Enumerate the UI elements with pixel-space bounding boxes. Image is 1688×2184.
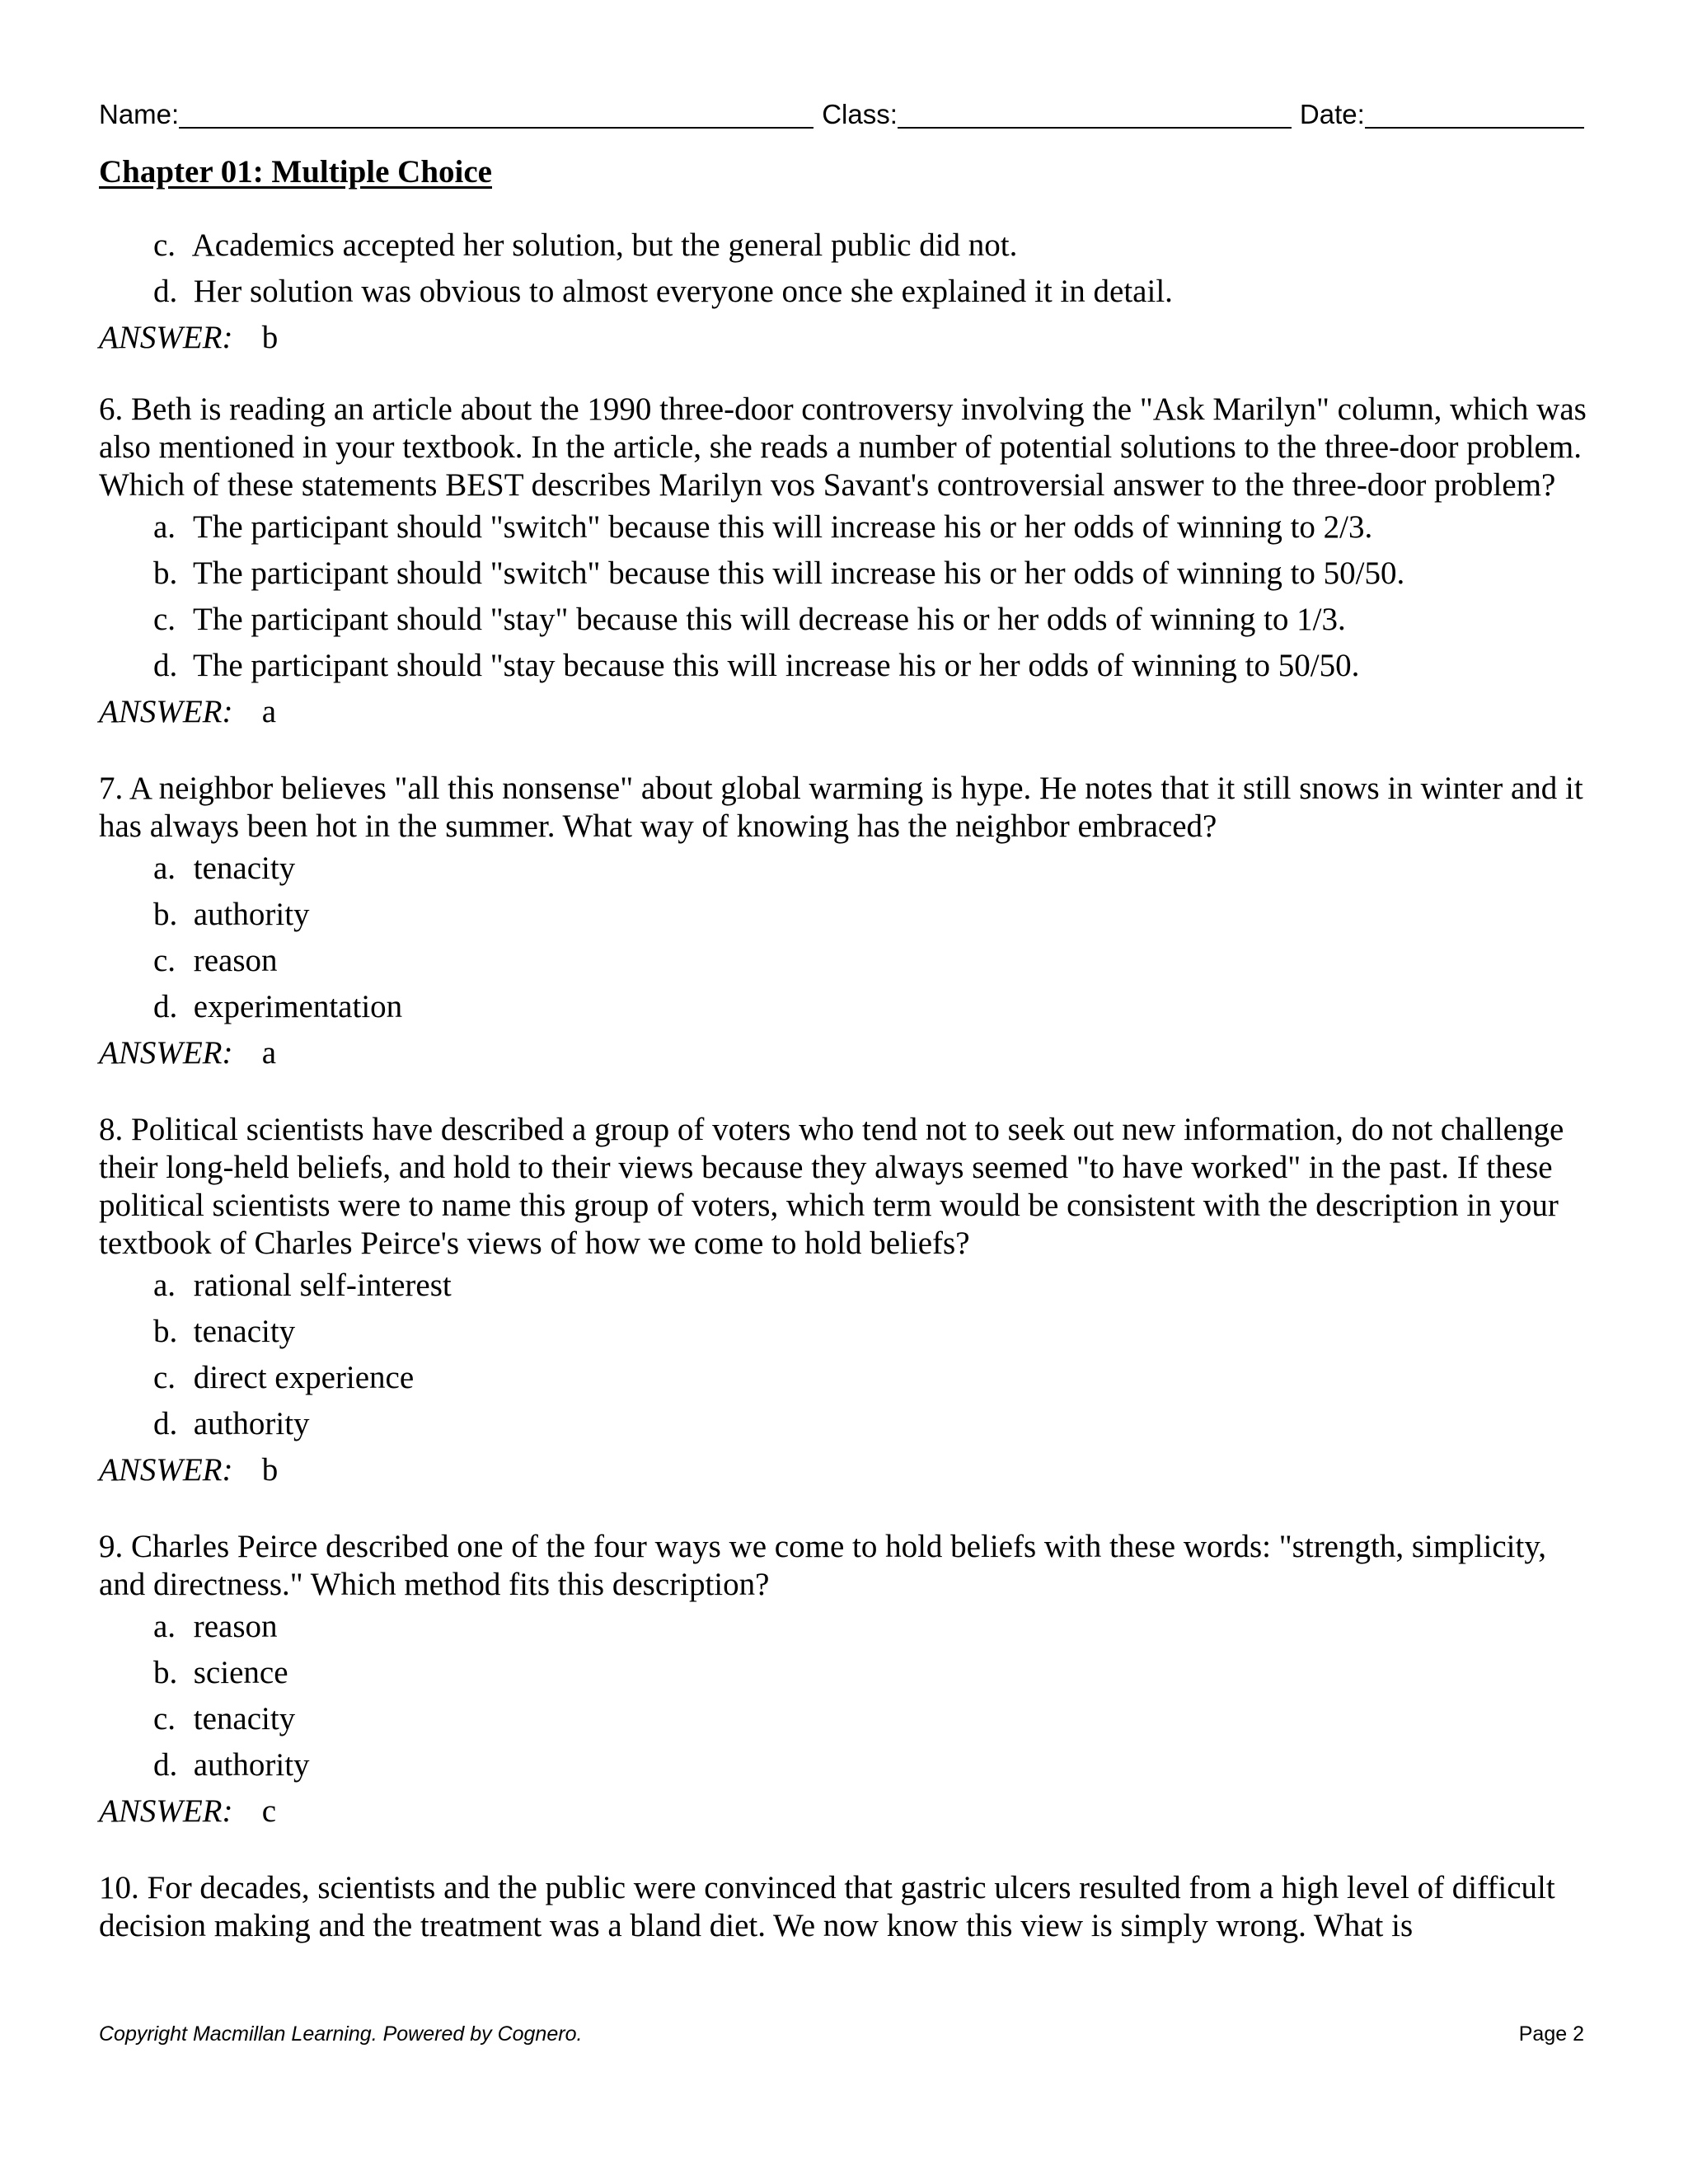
answer-choice — [153, 892, 1591, 938]
answer-label: ANSWER: — [99, 694, 233, 729]
choice-text: rational self-interest — [193, 1268, 452, 1303]
date-label: Date: — [1299, 99, 1365, 129]
choice-letter: d. — [153, 989, 178, 1024]
choice-letter: a. — [153, 851, 176, 886]
answer-value: c — [261, 1793, 277, 1829]
answer-choice — [153, 1604, 1591, 1650]
question-item — [99, 1111, 1591, 1498]
answer-label: ANSWER: — [99, 1452, 233, 1488]
choice-letter: b. — [153, 1655, 178, 1690]
choice-text: tenacity — [193, 1314, 296, 1349]
continued-question — [99, 223, 1591, 361]
choice-letter: d. — [153, 648, 178, 683]
class-blank-line — [898, 97, 1292, 129]
answer-choice — [153, 1742, 1591, 1788]
choice-text: The participant should "stay because this will increase his or her odds of winning to 50/50. — [193, 648, 1360, 683]
question-item — [99, 770, 1591, 1081]
answer-choice — [153, 938, 1591, 984]
page-footer — [99, 2022, 1584, 2046]
answer-choice — [153, 1309, 1591, 1355]
choice-letter: d. — [153, 274, 178, 309]
answer-key — [99, 1030, 1591, 1076]
question-text: 8. Political scientists have described a group of voters who tend not to seek out new information, do not challenge their long-held beliefs, and hold to their views because they always seemed "to have worked" in the past. If these political scientists were to name this group of voters, which term would be consistent with the description in your textbook of Charles Peirce's views of how we come to hold beliefs? — [99, 1112, 1564, 1261]
choice-text: reason — [193, 943, 278, 978]
question-item — [99, 1869, 1591, 1950]
copyright-text: Copyright Macmillan Learning. Powered by Cognero. — [99, 2022, 583, 2046]
choice-letter: c. — [153, 943, 176, 978]
answer-choice — [153, 1401, 1591, 1447]
answer-key — [99, 315, 1591, 361]
student-info-header — [99, 97, 1584, 130]
choice-letter: d. — [153, 1406, 178, 1441]
choice-letter: c. — [153, 227, 176, 263]
answer-value: b — [261, 320, 279, 355]
choice-text: The participant should "switch" because this will increase his or her odds of winning to 50/50. — [193, 555, 1405, 591]
answer-key — [99, 689, 1591, 735]
choice-text: science — [193, 1655, 288, 1690]
answer-choice — [153, 551, 1591, 597]
question-item — [99, 1528, 1591, 1840]
date-blank-line — [1365, 97, 1584, 129]
answer-choice — [153, 1650, 1591, 1696]
choice-text: Her solution was obvious to almost everyone once she explained it in detail. — [193, 274, 1173, 309]
choice-letter: a. — [153, 509, 176, 545]
question-text: 7. A neighbor believes "all this nonsense" about global warming is hype. He notes that it still snows in winter and it has always been hot in the summer. What way of knowing has the neighbor embraced? — [99, 771, 1583, 844]
answer-key — [99, 1788, 1591, 1835]
page-number: Page 2 — [1518, 2022, 1584, 2046]
answer-choice — [153, 984, 1591, 1030]
choice-letter: c. — [153, 1360, 176, 1395]
chapter-title: Chapter 01: Multiple Choice — [99, 154, 492, 190]
choice-letter: b. — [153, 555, 178, 591]
choice-letter: a. — [153, 1609, 176, 1644]
answer-choice — [153, 223, 1591, 269]
choice-letter: d. — [153, 1747, 178, 1783]
choice-letter: c. — [153, 602, 176, 637]
choice-text: The participant should "stay" because this will decrease his or her odds of winning to 1/3. — [193, 602, 1346, 637]
answer-value: b — [261, 1452, 279, 1488]
choice-text: authority — [193, 1406, 310, 1441]
choice-letter: c. — [153, 1701, 176, 1736]
question-item — [99, 391, 1591, 740]
class-label: Class: — [822, 99, 898, 129]
question-text: 9. Charles Peirce described one of the four ways we come to hold beliefs with these words: "strength, simplicity, and directness." Which method fits this description? — [99, 1529, 1547, 1602]
choice-text: The participant should "switch" because this will increase his or her odds of winning to 2/3. — [193, 509, 1373, 545]
answer-label: ANSWER: — [99, 1793, 233, 1829]
choice-text: reason — [193, 1609, 278, 1644]
answer-value: a — [261, 694, 277, 729]
name-label: Name: — [99, 99, 180, 129]
answer-choice — [153, 1696, 1591, 1742]
question-text: 10. For decades, scientists and the public were convinced that gastric ulcers resulted from a high level of difficult decision making and the treatment was a bland diet. We now know this view is simply wrong. What is — [99, 1870, 1555, 1943]
answer-choice — [153, 504, 1591, 551]
choice-letter: b. — [153, 897, 178, 932]
question-list — [99, 223, 1591, 1950]
choice-text: authority — [193, 897, 310, 932]
answer-choice — [153, 1355, 1591, 1401]
name-blank-line — [179, 97, 814, 129]
answer-key — [99, 1447, 1591, 1493]
answer-choice — [153, 597, 1591, 643]
answer-label: ANSWER: — [99, 1035, 233, 1071]
answer-choice — [153, 269, 1591, 315]
choice-text: authority — [193, 1747, 310, 1783]
choice-text: direct experience — [193, 1360, 415, 1395]
choice-letter: b. — [153, 1314, 178, 1349]
answer-label: ANSWER: — [99, 320, 233, 355]
choice-text: Academics accepted her solution, but the general public did not. — [191, 227, 1018, 263]
answer-value: a — [261, 1035, 277, 1071]
choice-letter: a. — [153, 1268, 176, 1303]
answer-choice — [153, 846, 1591, 892]
answer-choice — [153, 643, 1591, 689]
choice-text: experimentation — [193, 989, 403, 1024]
answer-choice — [153, 1263, 1591, 1309]
question-text: 6. Beth is reading an article about the 1990 three-door controversy involving the "Ask Marilyn" column, which was also mentioned in your textbook. In the article, she reads a number of potential solutions to the three-door problem. Which of these statements BEST describes Marilyn vos Savant's controversial answer to the three-door problem? — [99, 391, 1587, 503]
choice-text: tenacity — [193, 1701, 296, 1736]
choice-text: tenacity — [193, 851, 296, 886]
